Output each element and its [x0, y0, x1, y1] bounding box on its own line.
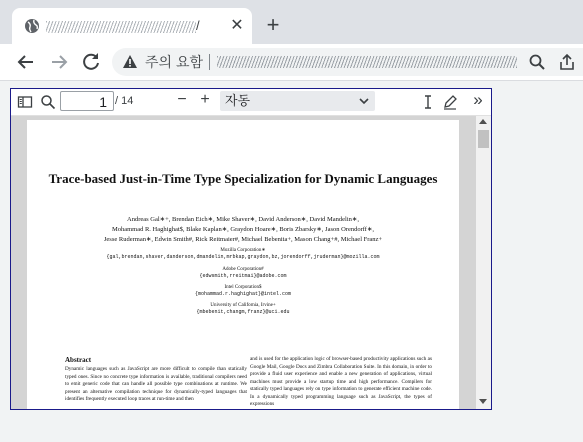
text-cursor-icon[interactable] [420, 94, 436, 110]
security-label[interactable]: 주의 요함 [145, 54, 203, 70]
affiliation [27, 266, 459, 280]
zoom-icon[interactable] [528, 53, 546, 71]
abstract-heading: Abstract [65, 356, 92, 364]
pdf-page [27, 120, 459, 409]
document-authors [27, 215, 459, 245]
divider [209, 54, 210, 70]
sidebar-toggle-icon[interactable] [17, 94, 33, 110]
scroll-thumb[interactable] [478, 130, 489, 148]
authors-line: Mohammad R. Haghighat$, Blake Kaplan∗, Graydon Hoare∗, Boris Zbarsky∗, Jason Orendorff∗, [111, 226, 375, 233]
affiliation-name: Intel Corporation$ [224, 285, 262, 290]
share-icon[interactable] [558, 53, 576, 71]
browser-toolbar [0, 44, 583, 81]
redacted-url[interactable] [217, 56, 517, 68]
search-icon[interactable] [40, 94, 56, 110]
forward-arrow-icon[interactable] [47, 50, 71, 74]
affiliation [27, 284, 459, 298]
close-icon[interactable]: ✕ [230, 17, 244, 34]
scroll-down-icon[interactable] [479, 399, 487, 404]
browser-tab[interactable] [12, 8, 252, 44]
tab-strip [0, 0, 583, 44]
tab-title [46, 18, 234, 34]
back-arrow-icon[interactable] [14, 50, 38, 74]
reload-icon[interactable] [79, 50, 103, 74]
affiliation [27, 302, 459, 316]
zoom-in-button[interactable]: + [200, 91, 210, 108]
page-count: / 14 [115, 95, 134, 107]
plus-icon[interactable]: + [266, 12, 280, 37]
affiliation-name: University of California, Irvine+ [210, 303, 276, 308]
affiliation [27, 247, 459, 261]
zoom-mode-label: 자동 [225, 93, 251, 108]
scroll-up-icon[interactable] [479, 119, 487, 124]
affiliation-email: {edwsmith,rreitmai}@adobe.com [199, 273, 287, 279]
chevron-down-icon [359, 91, 369, 118]
warning-icon[interactable] [122, 54, 138, 70]
more-tools-button[interactable]: » [473, 90, 483, 109]
pdf-page-area[interactable] [11, 116, 476, 409]
draw-pen-icon[interactable] [442, 94, 458, 110]
affiliation-email: {gal,brendan,shaver,danderson,dmandelin,mrbkap,graydon,bz,jorendorff,jruderman}@mozilla.com [106, 254, 380, 260]
affiliation-email: {mbebenit,changm,franz}@uci.edu [196, 309, 290, 315]
globe-icon [24, 18, 40, 34]
zoom-mode-select[interactable] [220, 91, 375, 111]
affiliation-name: Adobe Corporation# [222, 267, 264, 272]
page-number-input[interactable]: 1 [60, 91, 114, 111]
zoom-out-button[interactable]: − [177, 91, 187, 108]
abstract-text: Dynamic languages such as JavaScript are more difficult to compile than statically typed ones. Since no concrete type information is available, traditional compilers need to emit generic code that can handle all possible type combinations at runtime. We present an alternative compilation technique for dynamically-typed languages that identifies frequently executed loop traces at run-time and then [65, 366, 247, 402]
authors-line: Andreas Gal∗+, Brendan Eich∗, Mike Shaver∗, David Anderson∗, David Mandelin∗, [127, 216, 359, 223]
vertical-scrollbar[interactable] [476, 116, 491, 409]
affiliation-name: Mozilla Corporation∗ [220, 248, 266, 253]
pdf-toolbar [11, 89, 491, 116]
body-text-right-column: and is used for the application logic of browser-based productivity applications such as Google Mail, Google Docs and Zimbra Collaboration Suite. In this domain, in order to provide a fluid user experience and enable a new generation of applications, virtual machines must provide a low startup time and high performance. Compilers for statically typed languages rely on type information to generate efficient machine code. In a dynamically typed programming language such as JavaScript, the types of expressions [250, 356, 432, 407]
document-title: Trace-based Just-in-Time Type Specialization for Dynamic Languages [48, 171, 438, 186]
tab-title-suffix: / [196, 18, 200, 33]
authors-line: Jesse Ruderman∗, Edwin Smith#, Rick Reitmaier#, Michael Bebenita+, Mason Chang+#, Michael Franz+ [103, 236, 383, 243]
redacted-tab-title [46, 21, 196, 33]
affiliation-email: {mohammad.r.haghighat}@intel.com [194, 291, 291, 297]
address-bar[interactable] [112, 48, 583, 76]
pdf-viewer [10, 88, 492, 410]
